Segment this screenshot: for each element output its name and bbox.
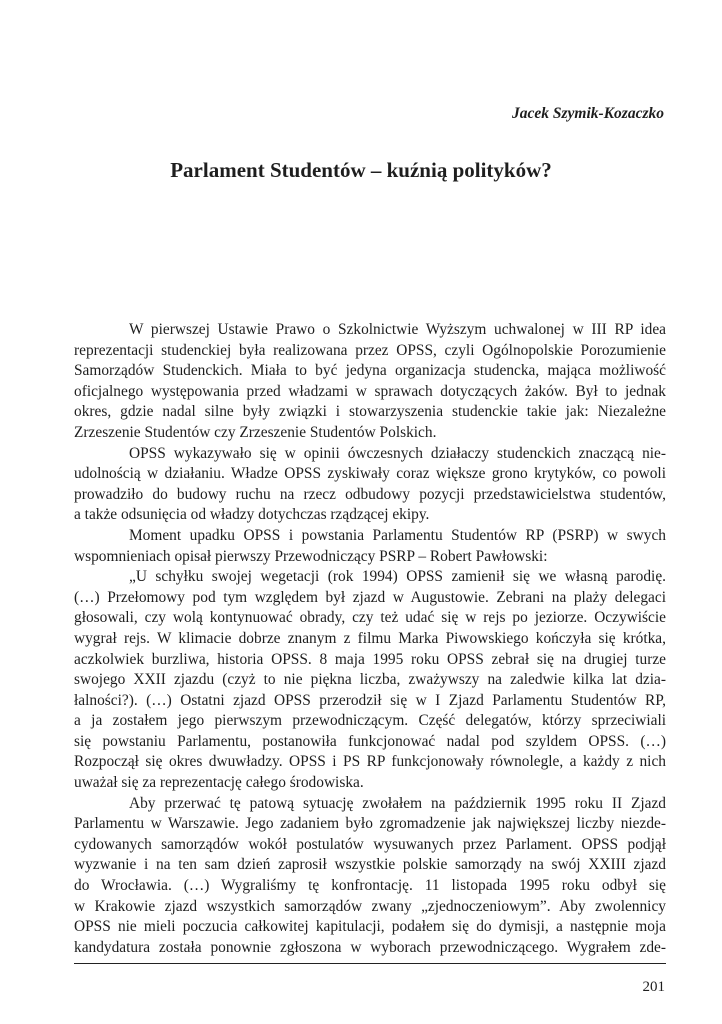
body-line: a także odsunięcia od władzy dotychczas rządzącej ekipy. <box>74 506 430 524</box>
body-line: a ja zostałem jego pierwszym przewodniczącym. Część delegatów, którzy sprzeciwiali <box>74 712 666 730</box>
body-line: Zrzeszenie Studentów czy Zrzeszenie Studentów Polskich. <box>74 423 437 441</box>
body-line: Samorządów Studenckich. Miała to być jedyna organizacja studencka, mająca możliwość <box>74 362 666 380</box>
body-line: udolnością w działaniu. Władze OPSS zyskiwały coraz większe grono krytyków, co powoli <box>74 465 666 483</box>
body-line: Rozpoczął się okres dwuwładzy. OPSS i PS RP funkcjonowały równolegle, a każdy z nich <box>74 753 666 771</box>
body-line: oficjalnego występowania przed władzami w sprawach dotyczących żaków. Był to jednak <box>74 382 666 400</box>
body-line: (…) Przełomowy pod tym względem był zjazd w Augustowie. Zebrani na plaży delegaci <box>74 588 666 606</box>
body-line: wygrał rejs. W klimacie dobrze znanym z filmu Marka Piwowskiego kończyła się krótka, <box>74 629 666 647</box>
body-line: reprezentacji studenckiej była realizowana przez OPSS, czyli Ogólnopolskie Porozumienie <box>74 341 666 359</box>
body-line: swojego XXII zjazdu (czyż to nie piękna liczba, zważywszy na zaledwie kilka lat dzia- <box>74 671 666 689</box>
article-body <box>74 320 666 958</box>
article-title: Parlament Studentów – kuźnią polityków? <box>170 158 552 182</box>
body-line: Parlamentu w Warszawie. Jego zadaniem było zgromadzenie jak największej liczby niezde- <box>74 815 666 833</box>
body-line: prowadziło do budowy ruchu na rzecz odbudowy pozycji przedstawicielstwa studentów, <box>74 485 666 503</box>
body-line: uważał się za reprezentację całego środowiska. <box>74 774 364 792</box>
body-line: OPSS wykazywało się w opinii ówczesnych działaczy studenckich znaczącą nie- <box>129 444 666 462</box>
body-line: Moment upadku OPSS i powstania Parlamentu Studentów RP (PSRP) w swych <box>129 526 666 544</box>
author-name: Jacek Szymik-Kozaczko <box>512 105 664 122</box>
body-line: do Wrocławia. (…) Wygraliśmy tę konfrontację. 11 listopada 1995 roku odbył się <box>74 877 666 895</box>
page-number: 201 <box>642 979 665 995</box>
body-line: się powstaniu Parlamentu, postanowiła funkcjonować nadal pod szyldem OPSS. (…) <box>74 732 666 750</box>
body-line: „U schyłku swojej wegetacji (rok 1994) OPSS zamienił się we własną parodię. <box>129 568 666 586</box>
body-line: wspomnieniach opisał pierwszy Przewodniczący PSRP – Robert Pawłowski: <box>74 547 548 565</box>
body-line: łalności?). (…) Ostatni zjazd OPSS przerodził się w I Zjazd Parlamentu Studentów RP, <box>74 691 666 709</box>
body-line: cydowanych samorządów wokół postulatów wysuwanych przez Parlament. OPSS podjął <box>74 835 666 853</box>
body-line: OPSS nie mieli poczucia całkowitej kapitulacji, podałem się do dymisji, a następnie moja <box>74 918 666 936</box>
body-line: okres, gdzie nadal silne były związki i stowarzyszenia studenckie takie jak: Niezależne <box>74 403 666 421</box>
body-line: aczkolwiek burzliwa, historia OPSS. 8 maja 1995 roku OPSS zebrał się na drugiej turze <box>74 650 666 668</box>
body-line: Aby przerwać tę patową sytuację zwołałem na październik 1995 roku II Zjazd <box>129 794 666 812</box>
body-line: wyzwanie i na ten sam dzień zaprosił wszystkie polskie samorządy na swój XXIII zjazd <box>74 856 666 874</box>
body-line: w Krakowie zjazd wszystkich samorządów zwany „zjednoczeniowym”. Aby zwolennicy <box>74 897 666 915</box>
body-line: głosowali, czy wolą kontynuować obrady, czy też udać się w rejs po jeziorze. Oczywiście <box>74 609 666 627</box>
footer-rule <box>74 963 666 964</box>
body-line: W pierwszej Ustawie Prawo o Szkolnictwie Wyższym uchwalonej w III RP idea <box>129 321 666 338</box>
body-line: kandydatura została ponownie zgłoszona w wyborach przewodniczącego. Wygrałem zde- <box>74 938 666 956</box>
